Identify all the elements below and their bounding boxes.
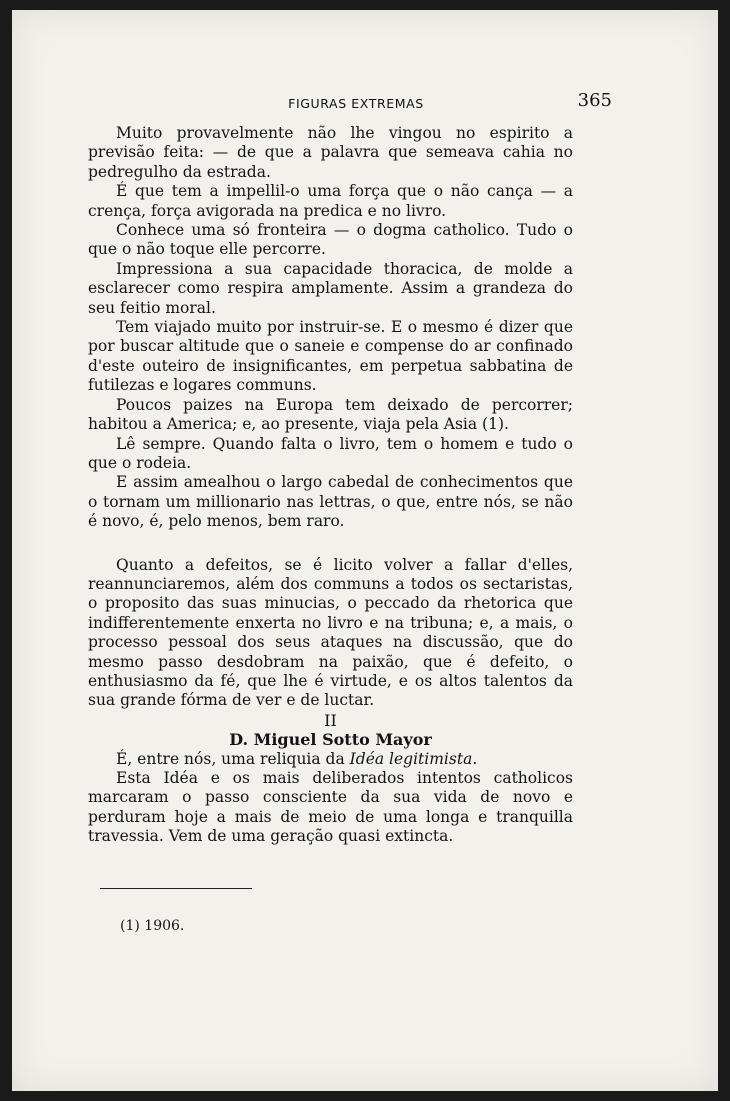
page-number: 365 (577, 90, 612, 111)
paragraph: Impressiona a sua capacidade thoracica, de molde a esclarecer como respira amplamente. Assim a grandeza do seu feitio moral. (88, 259, 573, 317)
paragraph: Tem viajado muito por instruir-se. E o mesmo é dizer que por buscar altitude que o saneie e compense do ar confinado d'este outeiro de insignificantes, em perpetua sabbatina de futilezas e logares communs. (88, 318, 573, 395)
section-paragraph: Esta Idéa e os mais deliberados intentos catholicos marcaram o passo consciente da sua vida de novo e perduram hoje a mais de meio de uma longa e tranquilla travessia. Vem de uma geração quasi extincta. (88, 769, 573, 846)
paragraph-defects: Quanto a defeitos, se é licito volver a fallar d'elles, reannunciaremos, além dos communs a todos os sectaristas, o proposito das suas minucias, o peccado da rhetorica que indifferentemente enxerta no livro e na tribuna; e, a mais, o processo pessoal dos seus ataques na discussão, que do mesmo passo desdobram na paixão, que é defeito, o enthusiasmo da fé, que lhe é virtude, e os altos talentos da sua grande fórma de ver e de luctar. (88, 555, 573, 710)
paragraph-text: É, entre nós, uma reliquia da (116, 749, 350, 768)
section-paragraph (88, 750, 573, 769)
running-title: FIGURAS EXTREMAS (288, 96, 424, 111)
paragraph: E assim amealhou o largo cabedal de conhecimentos que o tornam um millionario nas lettras, o que, entre nós, se não é novo, é, pelo menos, bem raro. (88, 473, 573, 531)
page-header (100, 90, 612, 120)
page-body (88, 124, 573, 847)
paragraph: É que tem a impellil-o uma força que o não cança — a crença, força avigorada na predica e no livro. (88, 182, 573, 220)
footnote-rule (100, 888, 252, 889)
paragraph: Lê sempre. Quando falta o livro, tem o homem e tudo o que o rodeia. (88, 434, 573, 472)
paragraph: Poucos paizes na Europa tem deixado de percorrer; habitou a America; e, ao presente, viaja pela Asia (1). (88, 395, 573, 434)
section-title: D. Miguel Sotto Mayor (229, 730, 432, 750)
paragraph: Muito provavelmente não lhe vingou no espirito a previsão feita: — de que a palavra que semeava cahia no pedregulho da estrada. (88, 124, 573, 181)
footnote: (1) 1906. (120, 918, 185, 934)
paragraph-text: . (472, 749, 478, 768)
paragraph: Conhece uma só fronteira — o dogma catholico. Tudo o que o não toque elle percorre. (88, 221, 573, 259)
section-numeral: II (324, 710, 337, 730)
italic-text: Idéa legitimista (349, 749, 473, 768)
